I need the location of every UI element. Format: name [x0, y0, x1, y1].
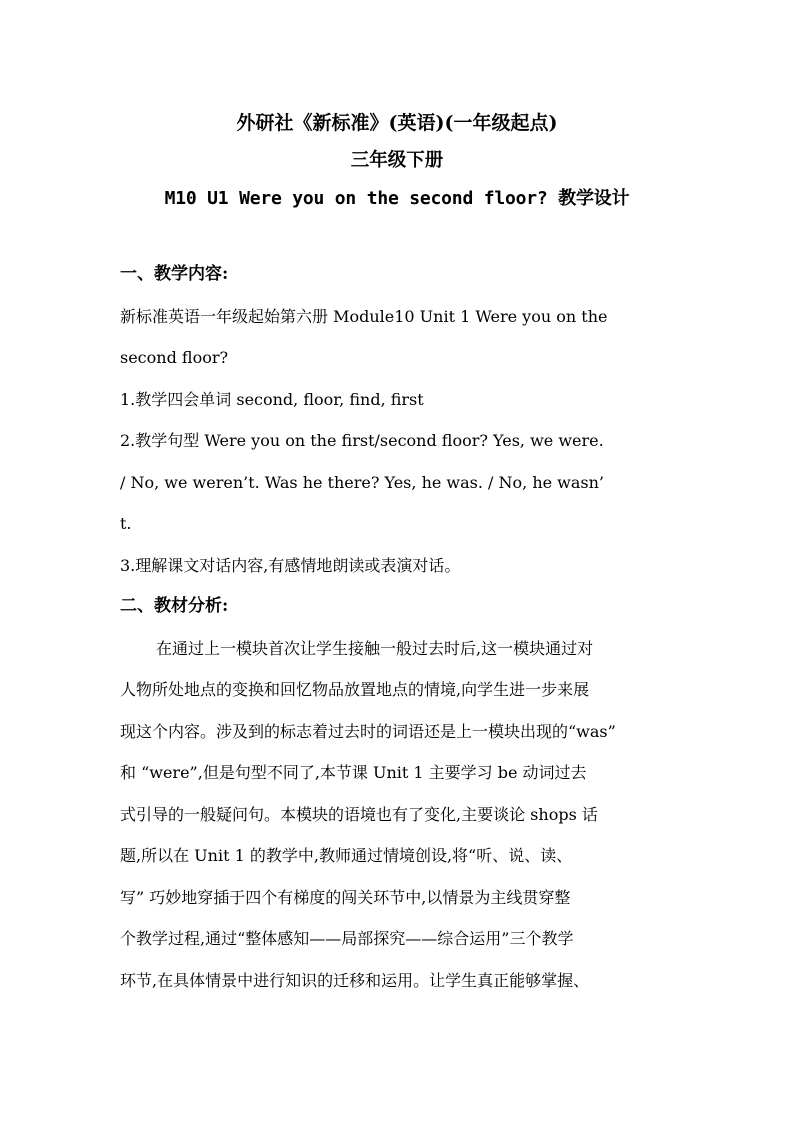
paragraph-line: 和 “were”,但是句型不同了,本节课 Unit 1 主要学习 be 动词过去: [120, 763, 587, 782]
document-body: [120, 254, 680, 1001]
section-heading-content: 一、教学内容:: [120, 264, 229, 284]
section-heading-analysis: 二、教材分析:: [120, 596, 229, 616]
paragraph-line: / No, we weren’t. Was he there? Yes, he was. / No, he wasn’: [120, 472, 605, 492]
list-item-dialogue: 3.理解课文对话内容,有感情地朗读或表演对话。: [120, 555, 461, 575]
paragraph-line: 新标准英语一年级起始第六册 Module10 Unit 1 Were you on the: [120, 306, 608, 326]
paragraph-line: 个教学过程,通过“整体感知——局部探究——综合运用”三个教学: [120, 929, 574, 948]
list-item-words: 1.教学四会单词 second, floor, find, first: [120, 389, 424, 409]
paragraph-line: 人物所处地点的变换和回忆物品放置地点的情境,向学生进一步来展: [120, 680, 590, 699]
title-lesson: M10 U1 Were you on the second floor? 教学设计: [164, 188, 630, 209]
list-item-sentences: 2.教学句型 Were you on the first/second floor? Yes, we were.: [120, 431, 604, 450]
title-grade: 三年级下册: [350, 150, 444, 171]
document-title: [0, 104, 794, 218]
paragraph-line: 环节,在具体情景中进行知识的迁移和运用。让学生真正能够掌握、: [120, 970, 590, 990]
paragraph-line: t.: [120, 514, 132, 533]
paragraph-line: second floor?: [120, 348, 229, 367]
paragraph-line: 现这个内容。涉及到的标志着过去时的词语还是上一模块出现的“was”: [120, 721, 616, 741]
paragraph-line: 题,所以在 Unit 1 的教学中,教师通过情境创设,将“听、说、读、: [120, 846, 573, 865]
paragraph-line: 式引导的一般疑问句。本模块的语境也有了变化,主要谈论 shops 话: [120, 804, 598, 824]
paragraph-line: 在通过上一模块首次让学生接触一般过去时后,这一模块通过对: [156, 638, 594, 658]
paragraph-line: 写” 巧妙地穿插于四个有梯度的闯关环节中,以情景为主线贯穿整: [120, 887, 571, 907]
title-publisher: 外研社《新标准》(英语)(一年级起点): [236, 112, 558, 134]
